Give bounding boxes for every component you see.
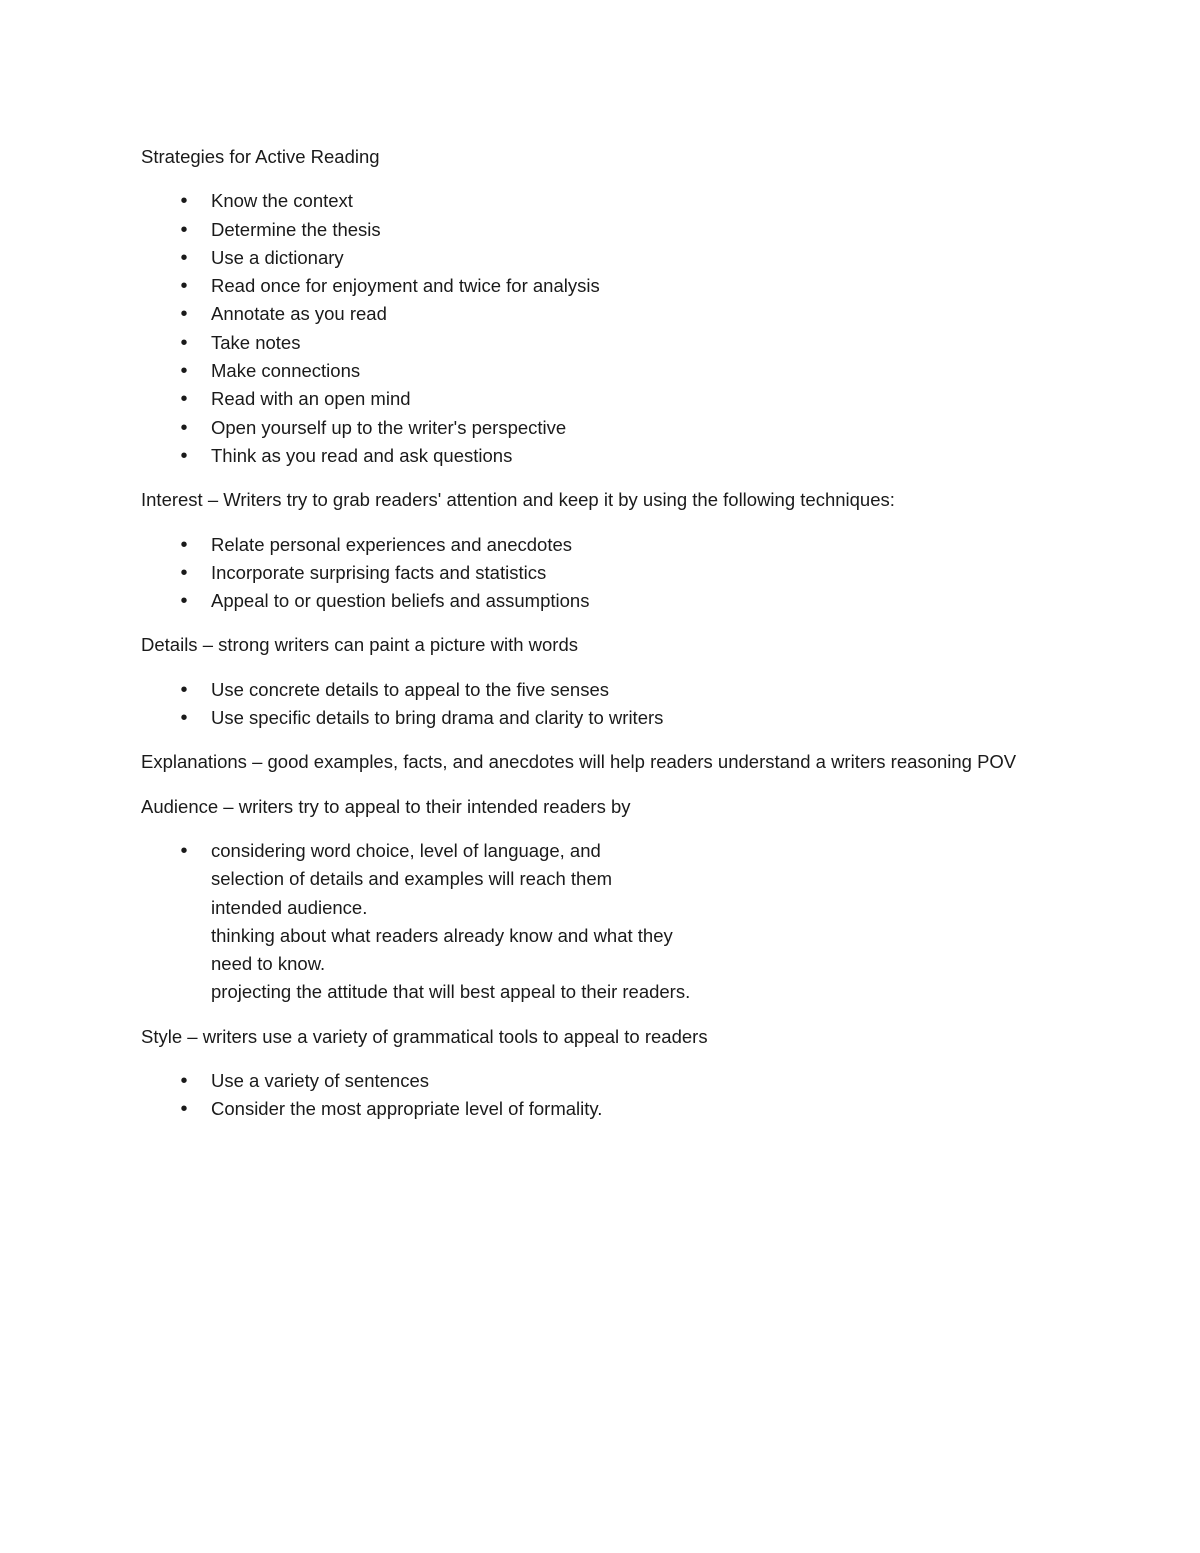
list-item: • Read once for enjoyment and twice for analysis bbox=[141, 272, 1041, 300]
list-item: • Think as you read and ask questions bbox=[141, 442, 1041, 470]
list-item: • Appeal to or question beliefs and assumptions bbox=[141, 587, 1041, 615]
bullet-icon bbox=[177, 587, 191, 615]
audience-heading: Audience – writers try to appeal to their intended readers by bbox=[141, 795, 631, 817]
bullet-icon bbox=[177, 385, 191, 413]
list-item: • Read with an open mind bbox=[141, 385, 1041, 413]
bullet-icon bbox=[177, 216, 191, 244]
style-list bbox=[141, 1067, 1041, 1124]
style-heading: Style – writers use a variety of grammatical tools to appeal to readers bbox=[141, 1025, 708, 1047]
bullet-icon bbox=[177, 442, 191, 470]
interest-heading: Interest – Writers try to grab readers' attention and keep it by using the following techniques: bbox=[141, 489, 895, 511]
strategies-list bbox=[141, 187, 1041, 470]
list-item: • Make connections bbox=[141, 357, 1041, 385]
bullet-icon bbox=[177, 414, 191, 442]
list-item: • Determine the thesis bbox=[141, 216, 1041, 244]
bullet-icon bbox=[177, 187, 191, 215]
details-list bbox=[141, 676, 1041, 733]
list-item: • Use specific details to bring drama and clarity to writers bbox=[141, 704, 1041, 732]
list-item: • Open yourself up to the writer's perspective bbox=[141, 414, 1041, 442]
explanations-heading: Explanations – good examples, facts, and anecdotes will help readers understand a writers reasoning POV bbox=[141, 751, 1017, 773]
bullet-icon bbox=[177, 559, 191, 587]
bullet-icon bbox=[177, 357, 191, 385]
bullet-icon bbox=[177, 837, 191, 865]
bullet-icon bbox=[177, 272, 191, 300]
bullet-icon bbox=[177, 676, 191, 704]
bullet-icon bbox=[177, 531, 191, 559]
details-heading: Details – strong writers can paint a picture with words bbox=[141, 634, 578, 656]
document-body bbox=[141, 143, 1041, 1140]
document-title: Strategies for Active Reading bbox=[141, 146, 380, 167]
list-item: • Use a variety of sentences bbox=[141, 1067, 1041, 1095]
list-item: • Incorporate surprising facts and statistics bbox=[141, 559, 1041, 587]
bullet-icon bbox=[177, 704, 191, 732]
list-item: • Use a dictionary bbox=[141, 244, 1041, 272]
bullet-icon bbox=[177, 1067, 191, 1095]
interest-list bbox=[141, 531, 1041, 616]
list-item: • Relate personal experiences and anecdotes bbox=[141, 531, 1041, 559]
list-item: • Take notes bbox=[141, 329, 1041, 357]
bullet-icon bbox=[177, 244, 191, 272]
audience-list bbox=[141, 837, 1041, 1007]
list-item: • Annotate as you read bbox=[141, 300, 1041, 328]
bullet-icon bbox=[177, 300, 191, 328]
bullet-icon bbox=[177, 329, 191, 357]
list-item: • considering word choice, level of language, and selection of details and examples will reach them intended audience. thinking about what readers already know and what they need to know. projecting the attitude that will best appeal to their readers. bbox=[141, 837, 1041, 1007]
list-item: • Use concrete details to appeal to the five senses bbox=[141, 676, 1041, 704]
list-item: • Know the context bbox=[141, 187, 1041, 215]
list-item: • Consider the most appropriate level of formality. bbox=[141, 1095, 1041, 1123]
bullet-icon bbox=[177, 1095, 191, 1123]
